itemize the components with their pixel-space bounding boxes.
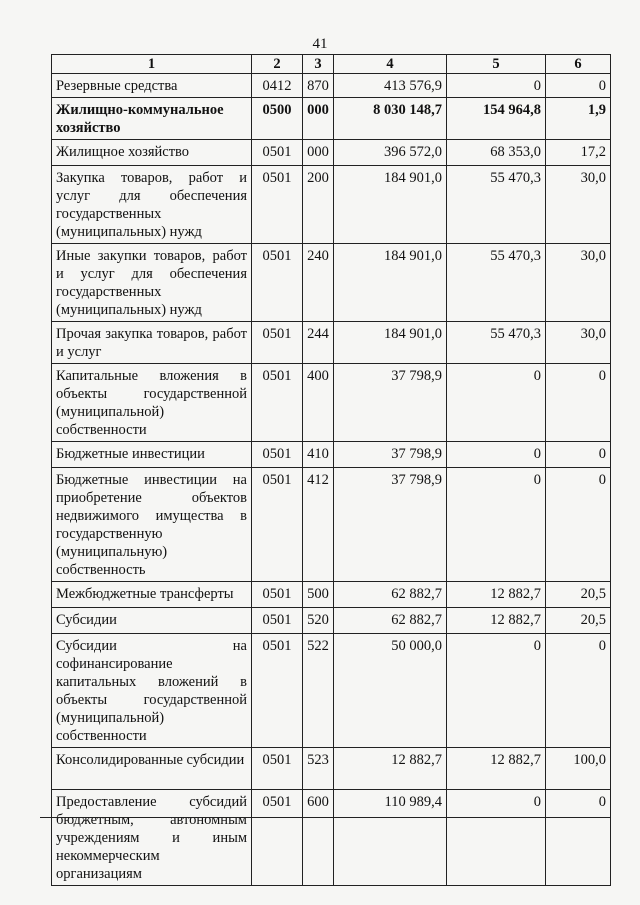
- row-executed-amount: 0: [447, 790, 546, 886]
- row-executed-amount: 12 882,7: [447, 748, 546, 790]
- row-expense-type-code: 520: [303, 608, 334, 634]
- row-execution-percent: 30,0: [546, 166, 611, 244]
- row-execution-percent: 0: [546, 364, 611, 442]
- row-planned-amount: 413 576,9: [334, 74, 447, 98]
- row-section-code: 0501: [252, 634, 303, 748]
- row-name: Закупка товаров, работ и услуг для обеспечения государственных (муниципальных) нужд: [52, 166, 252, 244]
- column-header: 1: [52, 55, 252, 74]
- row-expense-type-code: 000: [303, 98, 334, 140]
- row-expense-type-code: 523: [303, 748, 334, 790]
- row-section-code: 0501: [252, 322, 303, 364]
- row-expense-type-code: 412: [303, 468, 334, 582]
- row-section-code: 0501: [252, 442, 303, 468]
- row-section-code: 0501: [252, 748, 303, 790]
- row-executed-amount: 154 964,8: [447, 98, 546, 140]
- row-section-code: 0412: [252, 74, 303, 98]
- row-execution-percent: 0: [546, 74, 611, 98]
- row-execution-percent: 100,0: [546, 748, 611, 790]
- table-body: [52, 74, 611, 886]
- row-name: Прочая закупка товаров, работ и услуг: [52, 322, 252, 364]
- row-planned-amount: 396 572,0: [334, 140, 447, 166]
- row-name: Жилищное хозяйство: [52, 140, 252, 166]
- row-expense-type-code: 500: [303, 582, 334, 608]
- column-header: 2: [252, 55, 303, 74]
- table-header-row: [52, 55, 611, 74]
- row-executed-amount: 68 353,0: [447, 140, 546, 166]
- row-name: Бюджетные инвестиции: [52, 442, 252, 468]
- column-header: 5: [447, 55, 546, 74]
- row-planned-amount: 37 798,9: [334, 442, 447, 468]
- row-executed-amount: 0: [447, 442, 546, 468]
- table-row: [52, 322, 611, 364]
- column-header: 3: [303, 55, 334, 74]
- row-name: Предоставление субсидий бюджетным, автономным учреждениям и иным некоммерческим организациям: [52, 790, 252, 886]
- row-executed-amount: 55 470,3: [447, 166, 546, 244]
- row-executed-amount: 0: [447, 468, 546, 582]
- table-row: [52, 468, 611, 582]
- row-expense-type-code: 244: [303, 322, 334, 364]
- row-executed-amount: 12 882,7: [447, 608, 546, 634]
- row-execution-percent: 30,0: [546, 244, 611, 322]
- table-row: [52, 166, 611, 244]
- table-row: [52, 244, 611, 322]
- row-executed-amount: 55 470,3: [447, 322, 546, 364]
- row-execution-percent: 0: [546, 468, 611, 582]
- row-name: Бюджетные инвестиции на приобретение объектов недвижимого имущества в государственную (муниципальную) собственность: [52, 468, 252, 582]
- row-section-code: 0501: [252, 244, 303, 322]
- row-planned-amount: 110 989,4: [334, 790, 447, 886]
- table-row: [52, 608, 611, 634]
- row-name: Капитальные вложения в объекты государственной (муниципальной) собственности: [52, 364, 252, 442]
- row-planned-amount: 37 798,9: [334, 468, 447, 582]
- row-execution-percent: 30,0: [546, 322, 611, 364]
- column-header: 6: [546, 55, 611, 74]
- row-planned-amount: 62 882,7: [334, 608, 447, 634]
- row-executed-amount: 0: [447, 74, 546, 98]
- table-row: [52, 140, 611, 166]
- row-name: Межбюджетные трансферты: [52, 582, 252, 608]
- row-execution-percent: 0: [546, 790, 611, 886]
- table-row: [52, 98, 611, 140]
- row-planned-amount: 184 901,0: [334, 166, 447, 244]
- row-executed-amount: 0: [447, 634, 546, 748]
- table-row: [52, 442, 611, 468]
- row-section-code: 0501: [252, 140, 303, 166]
- table-row: [52, 364, 611, 442]
- budget-table: [51, 54, 611, 886]
- row-planned-amount: 62 882,7: [334, 582, 447, 608]
- row-executed-amount: 12 882,7: [447, 582, 546, 608]
- row-execution-percent: 20,5: [546, 608, 611, 634]
- row-planned-amount: 12 882,7: [334, 748, 447, 790]
- bottom-rule: [40, 817, 610, 818]
- row-expense-type-code: 600: [303, 790, 334, 886]
- row-planned-amount: 8 030 148,7: [334, 98, 447, 140]
- row-expense-type-code: 240: [303, 244, 334, 322]
- row-expense-type-code: 522: [303, 634, 334, 748]
- page-number: 41: [312, 36, 328, 52]
- row-executed-amount: 55 470,3: [447, 244, 546, 322]
- row-planned-amount: 184 901,0: [334, 244, 447, 322]
- row-name: Резервные средства: [52, 74, 252, 98]
- row-section-code: 0501: [252, 364, 303, 442]
- row-section-code: 0501: [252, 582, 303, 608]
- row-planned-amount: 50 000,0: [334, 634, 447, 748]
- row-name: Консолидированные субсидии: [52, 748, 252, 790]
- table-row: [52, 790, 611, 886]
- row-section-code: 0501: [252, 166, 303, 244]
- row-section-code: 0501: [252, 608, 303, 634]
- row-name: Жилищно-коммунальное хозяйство: [52, 98, 252, 140]
- table-row: [52, 74, 611, 98]
- row-expense-type-code: 200: [303, 166, 334, 244]
- row-executed-amount: 0: [447, 364, 546, 442]
- row-section-code: 0501: [252, 790, 303, 886]
- table-row: [52, 634, 611, 748]
- column-header: 4: [334, 55, 447, 74]
- row-expense-type-code: 000: [303, 140, 334, 166]
- row-planned-amount: 37 798,9: [334, 364, 447, 442]
- row-name: Субсидии: [52, 608, 252, 634]
- row-name: Субсидии на софинансирование капитальных вложений в объекты государственной (муниципальной) собственности: [52, 634, 252, 748]
- row-execution-percent: 20,5: [546, 582, 611, 608]
- row-execution-percent: 0: [546, 634, 611, 748]
- row-execution-percent: 1,9: [546, 98, 611, 140]
- row-planned-amount: 184 901,0: [334, 322, 447, 364]
- row-expense-type-code: 870: [303, 74, 334, 98]
- row-section-code: 0501: [252, 468, 303, 582]
- row-execution-percent: 0: [546, 442, 611, 468]
- row-expense-type-code: 400: [303, 364, 334, 442]
- table-row: [52, 582, 611, 608]
- row-name: Иные закупки товаров, работ и услуг для обеспечения государственных (муниципальных) нужд: [52, 244, 252, 322]
- row-section-code: 0500: [252, 98, 303, 140]
- table-row: [52, 748, 611, 790]
- row-expense-type-code: 410: [303, 442, 334, 468]
- row-execution-percent: 17,2: [546, 140, 611, 166]
